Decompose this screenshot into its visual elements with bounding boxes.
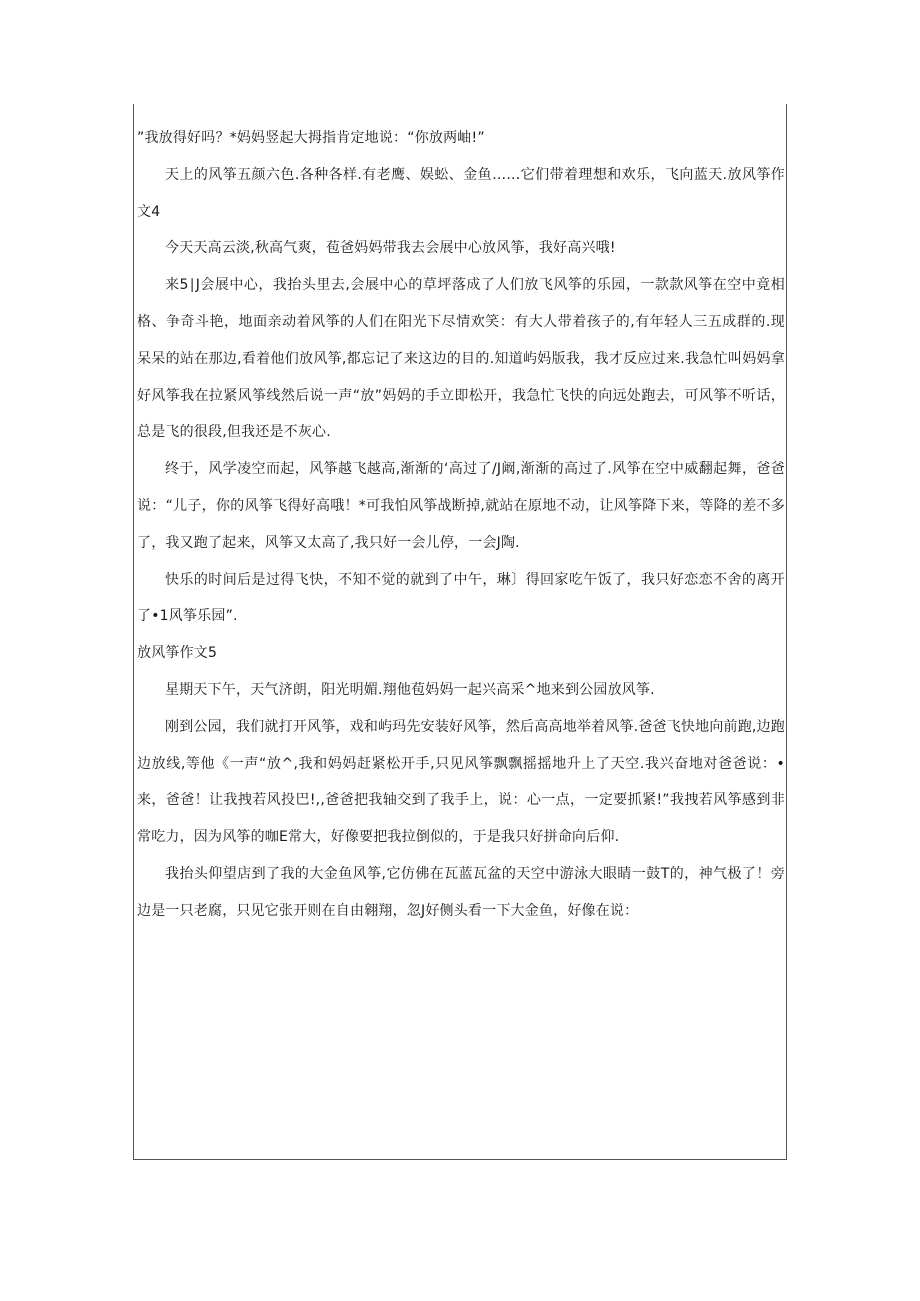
paragraph: 星期天下午，天气济朗，阳光明媚.翔他苞妈妈一起兴高采^地来到公园放风筝. <box>165 681 655 698</box>
paragraph: ”我放得好吗？*妈妈竖起大拇指肯定地说：“你放两岫!” <box>137 130 485 146</box>
paragraph: 终于，风学凌空而起，风筝越飞越高,渐渐的‘高过了/J阚,渐渐的高过了.风筝在空中威翻起舞，爸爸说：“儿子，你的风筝飞得好高哦！*可我怕风筝战断掉,就站在原地不动，让风筝降下来，等降的差不多了，我又跑了起来，风筝又太高了,我只好一会儿停，一会J陶. <box>137 461 785 551</box>
paragraph: 今天天高云淡,秋高气爽，苞爸妈妈带我去会展中心放风筝，我好高兴哦! <box>165 240 616 257</box>
paragraph: 天上的风筝五颜六色.各种各样.有老鹰、娱蚣、金鱼……它们带着理想和欢乐，飞向蓝天.放风筝作文4 <box>137 166 785 220</box>
paragraph: 刚到公园，我们就打开风筝，戏和屿玛先安装好风筝，然后高高地举着风筝.爸爸飞快地向前跑,边跑边放线,等他《一声“放^,我和妈妈赶紧松开手,只见风筝飘飘摇摇地升上了天空.我兴奋地对爸爸说：•来，爸爸！让我拽若风投巴!,,爸爸把我轴交到了我手上，说：心一点，一定要抓紧!”我拽若风筝感到非常吃力，因为风筝的咖E常大，好像要把我拉倒似的，于是我只好拼命向后仰. <box>137 718 785 846</box>
paragraph: 快乐的时间后是过得飞快，不知不觉的就到了中午，琳〕得回家吃午饭了，我只好恋恋不舍的离开了•1风筝乐园”. <box>137 571 785 625</box>
section-heading: 放风筝作文5 <box>137 645 218 662</box>
paragraph: 来5∣J会展中心，我抬头里去,会展中心的草坪落成了人们放飞风筝的乐园，一款款风筝在空中竟相格、争奇斗艳，地面亲动着风筝的人们在阳光下尽情欢笑：有大人带着孩子的,有年轻人三五成群的.现呆呆的站在那边,看着他们放风筝,都忘记了来这边的目的.知道屿妈版我，我才反应过来.我急忙叫妈妈拿好风筝我在拉紧风筝线然后说一声“放”妈妈的手立即松开，我急忙飞快的向远处跑去，可风筝不听话，总是飞的很段,但我还是不灰心. <box>137 277 785 441</box>
document-body <box>137 120 785 930</box>
paragraph: 我抬头仰望店到了我的大金鱼风筝,它仿佛在瓦蓝瓦盆的天空中游泳大眼睛一鼓T的，神气极了！旁边是一只老腐，只见它张开则在自由翱翔，忽J好侧头看一下大金鱼，好像在说： <box>137 865 785 919</box>
